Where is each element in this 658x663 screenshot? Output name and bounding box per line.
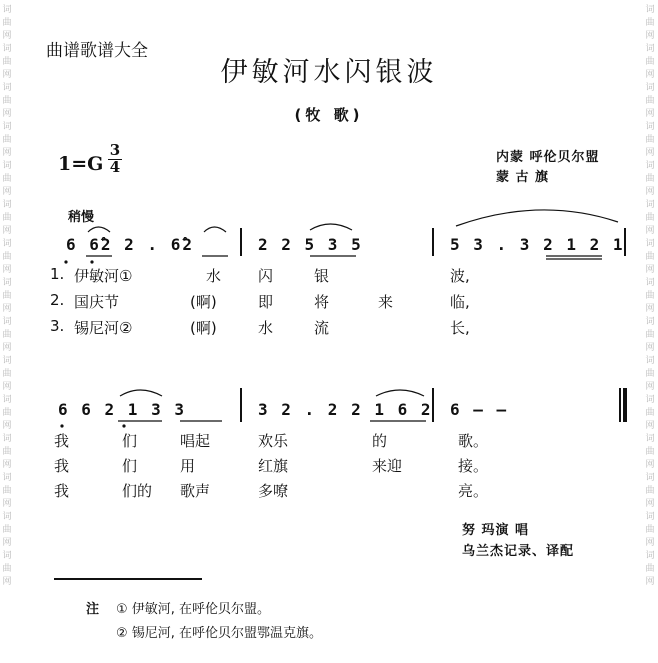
- recorder-credit: 乌兰杰记录、译配: [462, 544, 575, 559]
- song-title: 伊敏河水闪银波: [220, 57, 438, 88]
- lyric-word: (啊): [190, 319, 217, 337]
- lyric-word: 欢乐: [258, 432, 289, 450]
- lyric-word: 我: [54, 432, 70, 450]
- tempo-marking: 稍慢: [68, 210, 95, 225]
- time-numerator: 3: [109, 141, 121, 159]
- footnote-1: ① 伊敏河, 在呼伦贝尔盟。: [116, 602, 271, 617]
- verse-number: 2.: [50, 291, 65, 309]
- footnote-2: ② 锡尼河, 在呼伦贝尔盟鄂温克旗。: [116, 626, 323, 641]
- song-genre: (牧 歌): [294, 106, 364, 124]
- lyric-word: 来: [378, 293, 394, 311]
- verse-number: 3.: [50, 317, 65, 335]
- slur: [204, 227, 226, 232]
- lyric-word: 国庆节: [74, 293, 120, 311]
- lyric-word: 长,: [450, 319, 470, 337]
- octave-dot: [122, 424, 125, 427]
- lyric-word: 多嘹: [258, 482, 289, 500]
- region-line1: 内蒙 呼伦贝尔盟: [496, 150, 600, 165]
- performer-credit: 努 玛演 唱: [462, 523, 530, 538]
- s1-measure-2: 2 2 5 3 5: [258, 235, 363, 254]
- lyric-word: 红旗: [258, 457, 289, 475]
- lyric-word: 用: [180, 457, 196, 475]
- lyric-word: 锡尼河②: [74, 319, 133, 337]
- lyric-word: 闪: [258, 267, 274, 285]
- key-signature: 1=G: [58, 153, 104, 175]
- octave-dot: [90, 260, 93, 263]
- lyric-word: 歌声: [180, 482, 211, 500]
- lyric-word: 来迎: [372, 457, 403, 475]
- s2-measure-3: 6 – –: [450, 400, 509, 419]
- lyric-word: 波,: [450, 267, 470, 285]
- lyric-word: 我: [54, 457, 70, 475]
- region-line2: 蒙 古 旗: [496, 170, 550, 185]
- lyric-word: 唱起: [180, 432, 211, 450]
- slur: [310, 224, 352, 230]
- watermark-left: 词曲网词曲网词曲网词曲网词曲网词曲网词曲网词曲网词曲网词曲网词曲网词曲网词曲网词曲网词曲网: [2, 5, 12, 587]
- lyric-word: 我: [54, 482, 70, 500]
- site-name: 曲谱歌谱大全: [46, 41, 148, 61]
- slur: [120, 390, 162, 396]
- lyric-word: 们: [122, 457, 138, 475]
- lyric-word: 们的: [122, 482, 153, 500]
- slur: [376, 390, 424, 396]
- lyric-word: (啊): [190, 293, 217, 311]
- lyric-word: 将: [314, 293, 330, 311]
- s1-measure-1: 6 6̂2 2 . 6̂2: [66, 235, 194, 254]
- verse-number: 1.: [50, 265, 65, 283]
- slur: [88, 227, 110, 232]
- s2-measure-2: 3 2 . 2 2 1 6 2: [258, 400, 433, 419]
- watermark-right: 词曲网词曲网词曲网词曲网词曲网词曲网词曲网词曲网词曲网词曲网词曲网词曲网词曲网词曲网词曲网: [645, 5, 655, 587]
- time-denominator: 4: [109, 158, 121, 176]
- s1-measure-3: 5 3 . 3 2 1 2 1: [450, 235, 625, 254]
- lyric-word: 伊敏河①: [74, 267, 133, 285]
- octave-dot: [64, 260, 67, 263]
- lyric-word: 临,: [450, 293, 470, 311]
- lyric-word: 亮。: [458, 482, 489, 500]
- lyric-word: 水: [258, 319, 274, 337]
- octave-dot: [60, 424, 63, 427]
- lyric-word: 水: [206, 267, 222, 285]
- footnote-label: 注: [86, 602, 100, 617]
- lyric-word: 歌。: [458, 432, 489, 450]
- lyric-word: 的: [372, 432, 388, 450]
- s2-measure-1: 6 6 2 1 3 3: [58, 400, 186, 419]
- slur: [456, 210, 618, 226]
- lyric-word: 们: [122, 432, 138, 450]
- lyric-word: 接。: [458, 457, 489, 475]
- lyric-word: 银: [314, 267, 330, 285]
- lyric-word: 即: [258, 293, 274, 311]
- lyric-word: 流: [314, 319, 330, 337]
